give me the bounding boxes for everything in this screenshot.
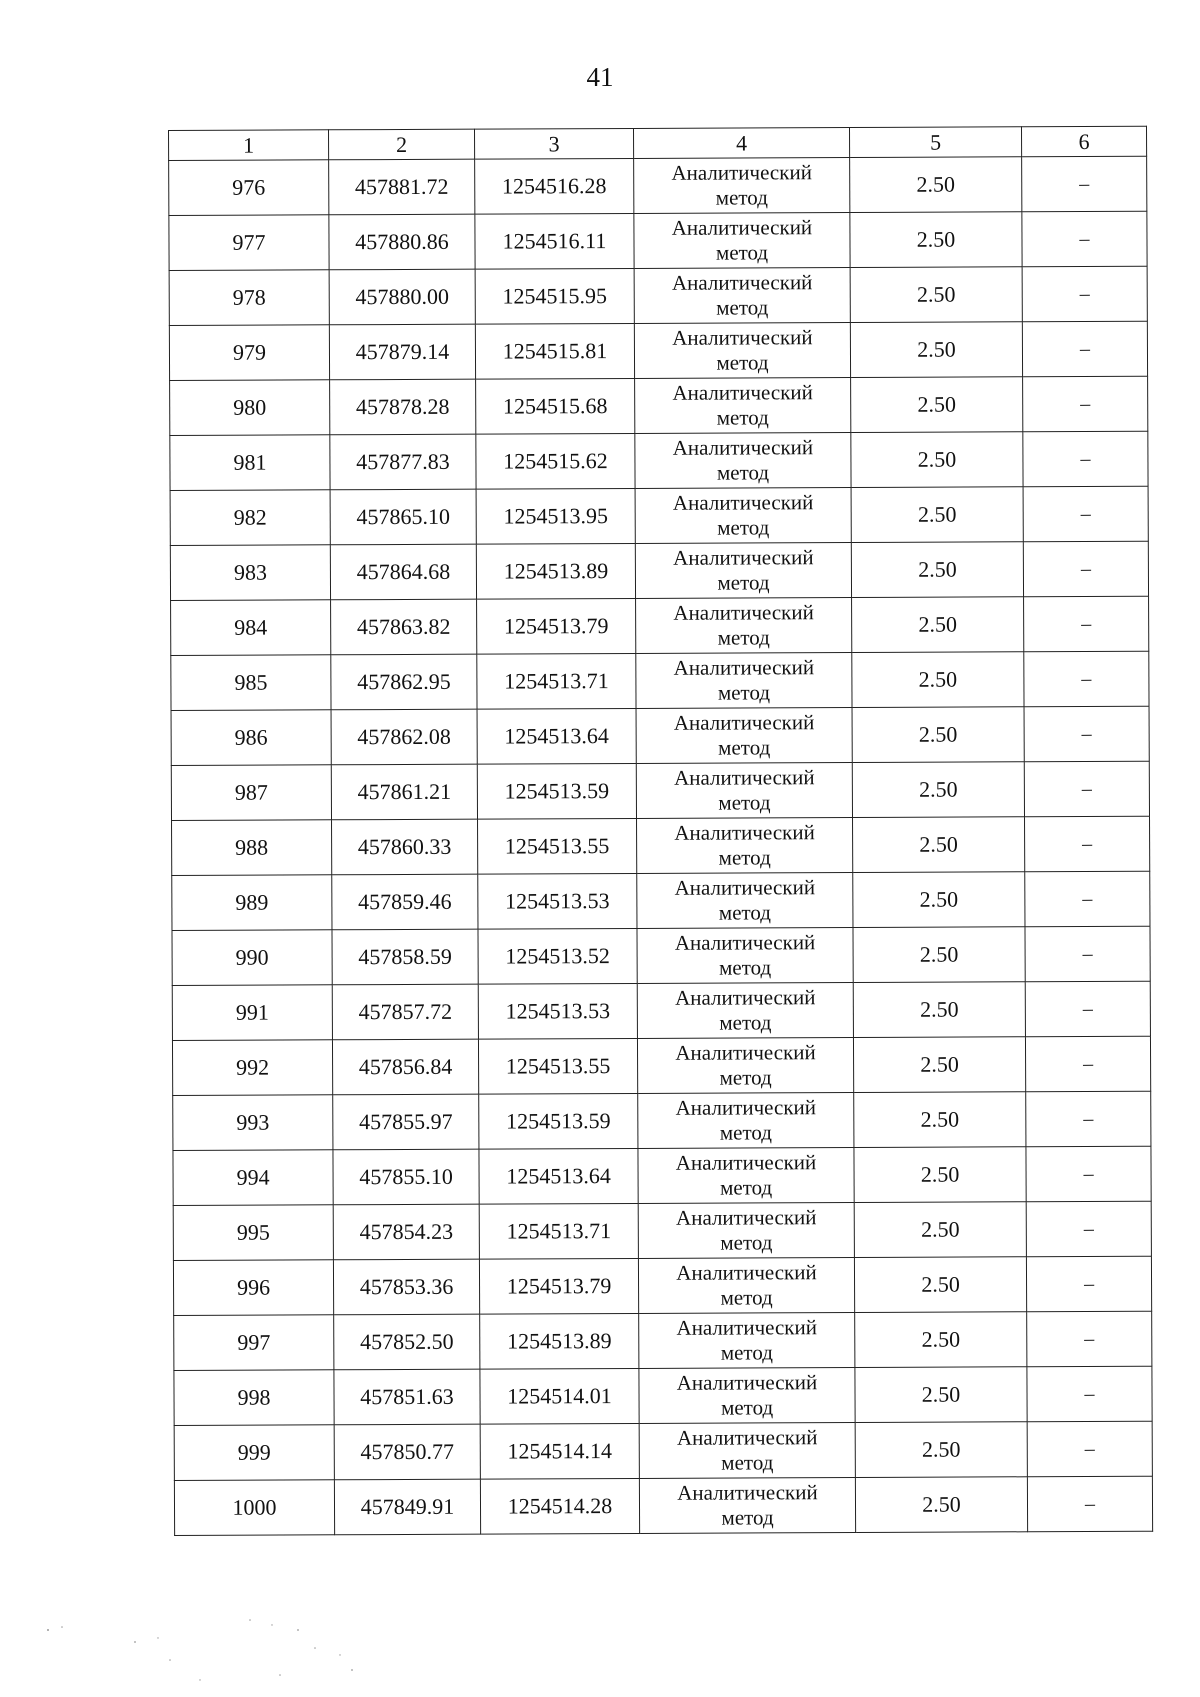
table-row: [174, 1366, 1152, 1425]
method-line-2: метод: [716, 295, 769, 320]
cell-note: –: [1026, 1146, 1151, 1202]
cell-x-coordinate: 457851.63: [334, 1369, 480, 1425]
cell-point-number: 978: [169, 270, 329, 326]
cell-point-number: 977: [169, 215, 329, 271]
cell-note: –: [1026, 1091, 1151, 1147]
table-body: [169, 156, 1153, 1535]
cell-method: [635, 543, 851, 599]
cell-x-coordinate: 457858.59: [332, 929, 478, 985]
column-header-4: 4: [633, 128, 849, 159]
table-row: [172, 981, 1150, 1040]
cell-y-coordinate: 1254514.01: [480, 1368, 639, 1424]
method-line-1: Аналитический: [673, 655, 815, 680]
cell-point-number: 992: [172, 1040, 332, 1096]
cell-y-coordinate: 1254513.89: [480, 1313, 639, 1369]
cell-note: –: [1023, 376, 1148, 432]
cell-x-coordinate: 457879.14: [329, 324, 475, 380]
cell-error: 2.50: [850, 267, 1022, 323]
table-row: [172, 871, 1150, 930]
cell-note: –: [1022, 156, 1147, 212]
cell-error: 2.50: [854, 1257, 1026, 1313]
cell-point-number: 986: [171, 710, 331, 766]
cell-error: 2.50: [852, 652, 1024, 708]
method-line-2: метод: [719, 1065, 772, 1090]
table-row: [170, 376, 1148, 435]
cell-y-coordinate: 1254513.59: [477, 763, 636, 819]
cell-x-coordinate: 457854.23: [333, 1204, 479, 1260]
method-line-1: Аналитический: [673, 545, 814, 570]
cell-point-number: 1000: [174, 1480, 334, 1536]
cell-note: –: [1024, 596, 1149, 652]
cell-method: [639, 1423, 855, 1479]
method-line-1: Аналитический: [673, 600, 814, 625]
column-header-2: 2: [329, 129, 475, 160]
cell-x-coordinate: 457850.77: [334, 1424, 480, 1480]
cell-point-number: 997: [174, 1315, 334, 1371]
method-line-2: метод: [720, 1395, 774, 1420]
method-line-1: Аналитический: [674, 875, 816, 900]
cell-y-coordinate: 1254516.28: [475, 158, 634, 214]
cell-y-coordinate: 1254513.71: [477, 653, 636, 709]
method-line-1: Аналитический: [671, 215, 813, 240]
cell-error: 2.50: [853, 872, 1025, 928]
cell-x-coordinate: 457880.00: [329, 269, 475, 325]
cell-x-coordinate: 457878.28: [330, 379, 476, 435]
cell-point-number: 985: [171, 655, 331, 711]
cell-x-coordinate: 457855.97: [333, 1094, 479, 1150]
cell-note: –: [1023, 541, 1148, 597]
table-row: [171, 706, 1149, 765]
table-row: [172, 926, 1150, 985]
cell-error: 2.50: [851, 542, 1023, 598]
table-row: [169, 266, 1147, 325]
cell-y-coordinate: 1254516.11: [475, 213, 634, 269]
cell-note: –: [1027, 1311, 1152, 1367]
cell-error: 2.50: [855, 1367, 1027, 1423]
cell-note: –: [1025, 981, 1150, 1037]
table-row: [174, 1311, 1152, 1370]
cell-point-number: 983: [170, 545, 330, 601]
table-row: [173, 1146, 1151, 1205]
cell-method: [636, 598, 852, 654]
method-line-2: метод: [718, 790, 771, 815]
cell-method: [637, 928, 853, 984]
cell-x-coordinate: 457862.95: [331, 654, 477, 710]
cell-note: –: [1022, 266, 1147, 322]
cell-y-coordinate: 1254513.71: [479, 1203, 638, 1259]
cell-method: [638, 1093, 854, 1149]
cell-x-coordinate: 457880.86: [329, 214, 475, 270]
cell-point-number: 994: [173, 1150, 333, 1206]
cell-error: 2.50: [852, 597, 1024, 653]
cell-point-number: 979: [169, 325, 329, 381]
page-number: 41: [586, 62, 614, 92]
cell-x-coordinate: 457852.50: [334, 1314, 480, 1370]
method-line-2: метод: [719, 1010, 772, 1035]
cell-note: –: [1022, 211, 1147, 267]
method-line-2: метод: [715, 240, 769, 265]
cell-error: 2.50: [855, 1477, 1027, 1533]
cell-method: [639, 1478, 855, 1534]
cell-error: 2.50: [850, 322, 1022, 378]
cell-y-coordinate: 1254513.79: [477, 598, 636, 654]
method-line-1: Аналитический: [675, 985, 816, 1010]
cell-error: 2.50: [852, 707, 1024, 763]
header-row: [169, 126, 1147, 160]
cell-method: [638, 1258, 854, 1314]
cell-y-coordinate: 1254513.79: [479, 1258, 638, 1314]
table-row: [172, 1036, 1150, 1095]
cell-note: –: [1025, 1036, 1150, 1092]
cell-method: [635, 433, 851, 489]
cell-note: –: [1025, 816, 1150, 872]
method-line-2: метод: [719, 955, 772, 980]
method-line-1: Аналитический: [674, 930, 816, 955]
method-line-2: метод: [717, 515, 770, 540]
cell-error: 2.50: [854, 1147, 1026, 1203]
cell-error: 2.50: [853, 817, 1025, 873]
cell-note: –: [1022, 321, 1147, 377]
cell-y-coordinate: 1254515.95: [475, 268, 634, 324]
cell-x-coordinate: 457859.46: [332, 874, 478, 930]
cell-error: 2.50: [852, 762, 1024, 818]
cell-x-coordinate: 457860.33: [332, 819, 478, 875]
cell-note: –: [1026, 1201, 1151, 1257]
cell-y-coordinate: 1254513.55: [478, 1038, 637, 1094]
cell-y-coordinate: 1254513.64: [479, 1148, 638, 1204]
method-line-2: метод: [720, 1285, 773, 1310]
cell-method: [637, 983, 853, 1039]
cell-note: –: [1026, 1256, 1151, 1312]
cell-method: [637, 818, 853, 874]
cell-point-number: 990: [172, 930, 332, 986]
method-line-2: метод: [718, 735, 771, 760]
table-row: [170, 431, 1148, 490]
table-row: [171, 761, 1149, 820]
table-row: [171, 596, 1149, 655]
cell-note: –: [1027, 1476, 1152, 1532]
cell-x-coordinate: 457877.83: [330, 434, 476, 490]
method-line-1: Аналитический: [675, 1150, 817, 1175]
method-line-2: метод: [721, 1450, 774, 1475]
method-line-1: Аналитический: [675, 1095, 817, 1120]
table-row: [173, 1201, 1151, 1260]
method-line-2: метод: [718, 900, 772, 925]
method-line-1: Аналитический: [676, 1260, 817, 1285]
method-line-2: метод: [716, 405, 769, 430]
cell-error: 2.50: [853, 1037, 1025, 1093]
method-line-1: Аналитический: [674, 820, 815, 845]
cell-y-coordinate: 1254513.53: [478, 983, 637, 1039]
method-line-1: Аналитический: [672, 325, 813, 350]
cell-point-number: 980: [170, 380, 330, 436]
cell-error: 2.50: [850, 212, 1022, 268]
cell-x-coordinate: 457853.36: [333, 1259, 479, 1315]
method-line-1: Аналитический: [672, 435, 814, 460]
cell-error: 2.50: [850, 157, 1022, 213]
cell-note: –: [1023, 486, 1148, 542]
cell-error: 2.50: [851, 487, 1023, 543]
table-row: [170, 486, 1148, 545]
cell-method: [639, 1313, 855, 1369]
cell-error: 2.50: [853, 982, 1025, 1038]
column-header-5: 5: [849, 127, 1021, 158]
cell-x-coordinate: 457862.08: [331, 709, 477, 765]
table-row: [169, 156, 1147, 215]
scan-specks: [40, 1600, 380, 1690]
cell-point-number: 989: [172, 875, 332, 931]
method-line-2: метод: [717, 680, 771, 705]
cell-y-coordinate: 1254514.28: [480, 1478, 639, 1534]
table-row: [172, 816, 1150, 875]
cell-x-coordinate: 457849.91: [334, 1479, 480, 1535]
cell-point-number: 976: [169, 160, 329, 216]
method-line-1: Аналитический: [672, 490, 814, 515]
cell-x-coordinate: 457881.72: [329, 159, 475, 215]
method-line-2: метод: [716, 350, 769, 375]
method-line-2: метод: [721, 1505, 774, 1530]
column-header-3: 3: [474, 128, 633, 159]
method-line-1: Аналитический: [676, 1315, 818, 1340]
cell-method: [635, 488, 851, 544]
method-line-2: метод: [719, 1120, 772, 1145]
method-line-2: метод: [720, 1175, 773, 1200]
method-line-1: Аналитический: [671, 270, 813, 295]
cell-x-coordinate: 457865.10: [330, 489, 476, 545]
method-line-2: метод: [717, 570, 770, 595]
method-line-2: метод: [720, 1230, 773, 1255]
method-line-2: метод: [716, 460, 770, 485]
table-header: [169, 126, 1147, 160]
cell-x-coordinate: 457855.10: [333, 1149, 479, 1205]
method-line-2: метод: [718, 845, 771, 870]
cell-point-number: 981: [170, 435, 330, 491]
cell-note: –: [1024, 761, 1149, 817]
cell-note: –: [1024, 651, 1149, 707]
cell-y-coordinate: 1254513.55: [478, 818, 637, 874]
cell-point-number: 982: [170, 490, 330, 546]
cell-method: [635, 378, 851, 434]
method-line-1: Аналитический: [675, 1040, 816, 1065]
cell-y-coordinate: 1254515.68: [476, 378, 635, 434]
table-row: [174, 1476, 1152, 1535]
cell-error: 2.50: [853, 927, 1025, 983]
table-row: [169, 211, 1147, 270]
method-line-1: Аналитический: [677, 1480, 818, 1505]
cell-method: [637, 873, 853, 929]
cell-point-number: 984: [171, 600, 331, 656]
method-line-1: Аналитический: [674, 765, 815, 790]
cell-method: [636, 763, 852, 819]
cell-y-coordinate: 1254515.81: [475, 323, 634, 379]
cell-method: [638, 1203, 854, 1259]
cell-note: –: [1025, 926, 1150, 982]
cell-note: –: [1025, 871, 1150, 927]
cell-method: [634, 158, 850, 214]
cell-point-number: 993: [173, 1095, 333, 1151]
method-line-1: Аналитический: [673, 710, 815, 735]
cell-x-coordinate: 457861.21: [331, 764, 477, 820]
cell-error: 2.50: [851, 432, 1023, 488]
cell-error: 2.50: [855, 1312, 1027, 1368]
cell-method: [636, 708, 852, 764]
cell-y-coordinate: 1254515.62: [476, 433, 635, 489]
cell-y-coordinate: 1254513.64: [477, 708, 636, 764]
cell-note: –: [1023, 431, 1148, 487]
column-header-1: 1: [169, 130, 329, 161]
cell-note: –: [1024, 706, 1149, 762]
cell-point-number: 991: [172, 985, 332, 1041]
cell-y-coordinate: 1254514.14: [480, 1423, 639, 1479]
table-row: [174, 1421, 1152, 1480]
cell-y-coordinate: 1254513.59: [479, 1093, 638, 1149]
cell-method: [637, 1038, 853, 1094]
cell-y-coordinate: 1254513.52: [478, 928, 637, 984]
cell-error: 2.50: [854, 1202, 1026, 1258]
column-header-6: 6: [1021, 126, 1146, 157]
method-line-1: Аналитический: [672, 380, 813, 405]
cell-method: [636, 653, 852, 709]
cell-x-coordinate: 457856.84: [332, 1039, 478, 1095]
cell-method: [634, 323, 850, 379]
cell-method: [634, 213, 850, 269]
cell-note: –: [1027, 1366, 1152, 1422]
cell-point-number: 998: [174, 1370, 334, 1426]
cell-method: [639, 1368, 855, 1424]
cell-x-coordinate: 457863.82: [331, 599, 477, 655]
cell-error: 2.50: [854, 1092, 1026, 1148]
method-line-1: Аналитический: [675, 1205, 817, 1230]
cell-point-number: 996: [173, 1260, 333, 1316]
table-row: [170, 541, 1148, 600]
cell-y-coordinate: 1254513.95: [476, 488, 635, 544]
cell-x-coordinate: 457864.68: [330, 544, 476, 600]
coordinates-table: [168, 126, 1153, 1536]
method-line-1: Аналитический: [676, 1370, 818, 1395]
method-line-1: Аналитический: [671, 160, 812, 185]
table-row: [173, 1256, 1151, 1315]
method-line-2: метод: [720, 1340, 773, 1365]
cell-note: –: [1027, 1421, 1152, 1477]
cell-method: [638, 1148, 854, 1204]
cell-point-number: 999: [174, 1425, 334, 1481]
method-line-1: Аналитический: [676, 1425, 818, 1450]
method-line-2: метод: [715, 185, 768, 210]
cell-x-coordinate: 457857.72: [332, 984, 478, 1040]
table-row: [169, 321, 1147, 380]
cell-point-number: 995: [173, 1205, 333, 1261]
cell-error: 2.50: [851, 377, 1023, 433]
method-line-2: метод: [717, 625, 770, 650]
cell-point-number: 987: [171, 765, 331, 821]
cell-y-coordinate: 1254513.89: [476, 543, 635, 599]
cell-method: [634, 268, 850, 324]
cell-y-coordinate: 1254513.53: [478, 873, 637, 929]
cell-error: 2.50: [855, 1422, 1027, 1478]
cell-point-number: 988: [172, 820, 332, 876]
table-row: [173, 1091, 1151, 1150]
table-row: [171, 651, 1149, 710]
